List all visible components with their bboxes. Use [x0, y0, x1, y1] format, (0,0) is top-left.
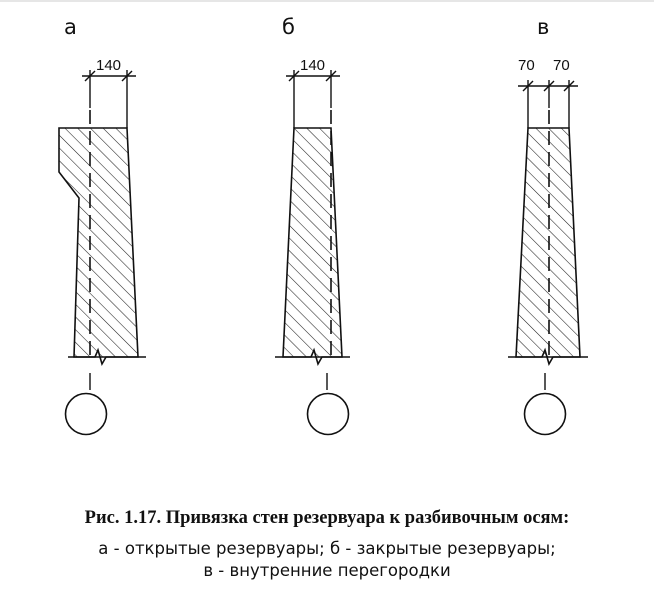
panel-c-dimension: [518, 80, 578, 128]
panel-c: [508, 15, 588, 435]
panel-c-letter: в: [537, 15, 550, 39]
panel-a-dim-label: 140: [96, 57, 122, 74]
panel-c-dim-label-left: 70: [518, 57, 535, 74]
panel-c-wall-section: [516, 128, 580, 357]
panel-a: [59, 15, 146, 435]
panel-c-axis-marker: [525, 394, 566, 435]
panel-b-dimension: [286, 70, 340, 128]
figure-caption-legend-1: а - открытые резервуары; б - закрытые резервуары;: [98, 539, 556, 558]
panel-b-axis-marker: [308, 394, 349, 435]
panel-b: [275, 15, 350, 435]
panel-b-wall-section: [283, 128, 342, 357]
figure-caption-title: Рис. 1.17. Привязка стен резервуара к разбивочным осям:: [84, 508, 570, 528]
panel-b-letter: б: [282, 15, 295, 39]
panel-a-letter: а: [64, 15, 77, 39]
panel-c-dim-label-right: 70: [553, 57, 570, 74]
panel-a-axis-marker: [66, 394, 107, 435]
panel-a-wall-section: [59, 128, 138, 357]
figure-caption-legend-2: в - внутренние перегородки: [203, 561, 451, 580]
panel-b-dim-label: 140: [300, 57, 326, 74]
